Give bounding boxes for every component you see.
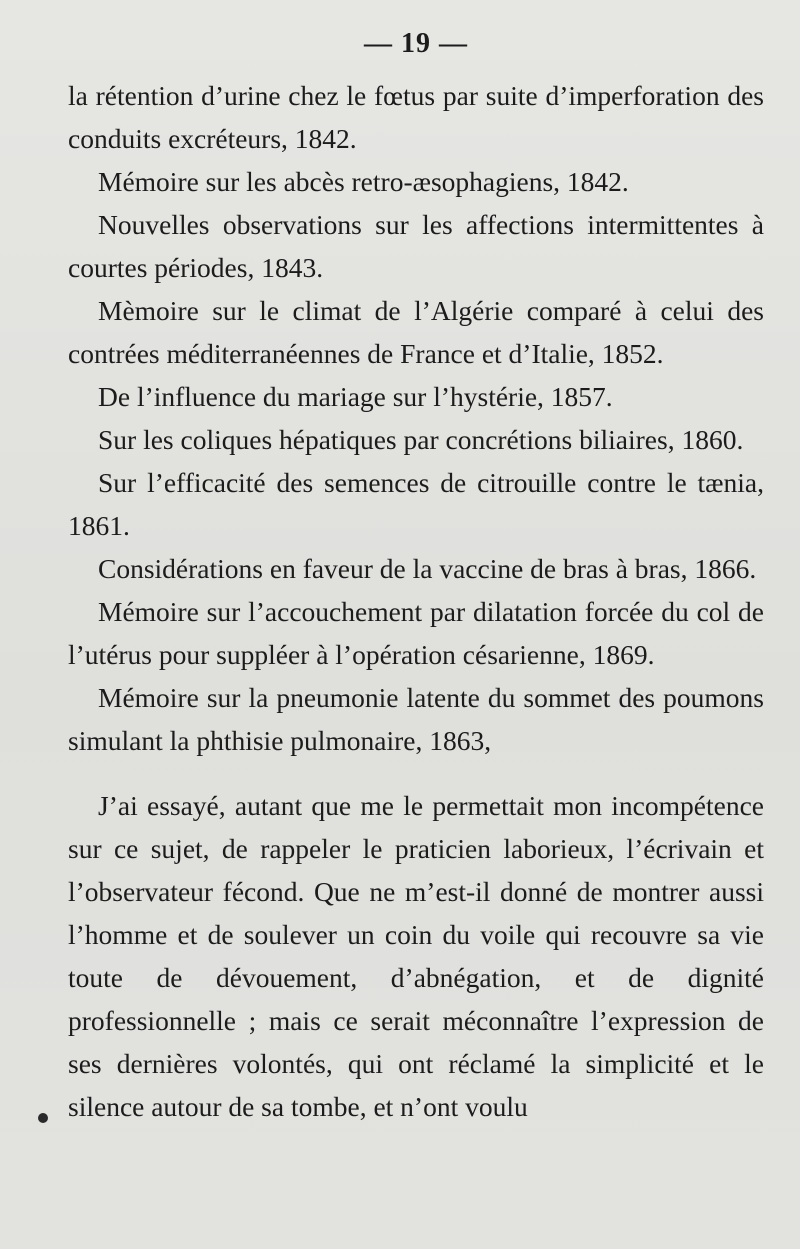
paragraph-entry: Sur les coliques hépatiques par concrétions biliaires, 1860. — [98, 424, 744, 455]
paragraph-gap — [68, 762, 764, 784]
paragraph-entry: Mémoire sur la pneumonie latente du sommet des poumons simulant la phthisie pulmonaire, 1863, — [68, 682, 764, 756]
paragraph-closing: J’ai essayé, autant que me le permettait mon incompétence sur ce sujet, de rappeler le praticien laborieux, l’écrivain et l’observateur fécond. Que ne m’est-il donné de montrer aussi l’homme et de soulever un coin du voile qui recouvre sa vie toute de dévouement, d’abnégation, et de dignité professionnelle ; mais ce serait méconnaître l’expression de ses dernières volontés, qui ont réclamé la simplicité et le silence autour de sa tombe, et n’ont voulu — [68, 790, 764, 1122]
ink-spot — [38, 1113, 48, 1123]
paragraph-entry: Nouvelles observations sur les affections intermittentes à courtes périodes, 1843. — [68, 209, 764, 283]
paragraph-entry: Considérations en faveur de la vaccine de bras à bras, 1866. — [98, 553, 757, 584]
paragraph-entry: Mèmoire sur le climat de l’Algérie comparé à celui des contrées méditerranéennes de France et d’Italie, 1852. — [68, 295, 764, 369]
body-text — [68, 74, 764, 1128]
paragraph-entry: De l’influence du mariage sur l’hystérie, 1857. — [98, 381, 613, 412]
paragraph-entry: Mémoire sur les abcès retro-æsophagiens, 1842. — [98, 166, 629, 197]
paragraph-entry: Mémoire sur l’accouchement par dilatation forcée du col de l’utérus pour suppléer à l’opération césarienne, 1869. — [68, 596, 764, 670]
paragraph-continuation: la rétention d’urine chez le fœtus par suite d’imperforation des conduits excréteurs, 1842. — [68, 80, 764, 154]
page-number: — 19 — — [364, 28, 468, 59]
paragraph-entry: Sur l’efficacité des semences de citrouille contre le tænia, 1861. — [68, 467, 764, 541]
